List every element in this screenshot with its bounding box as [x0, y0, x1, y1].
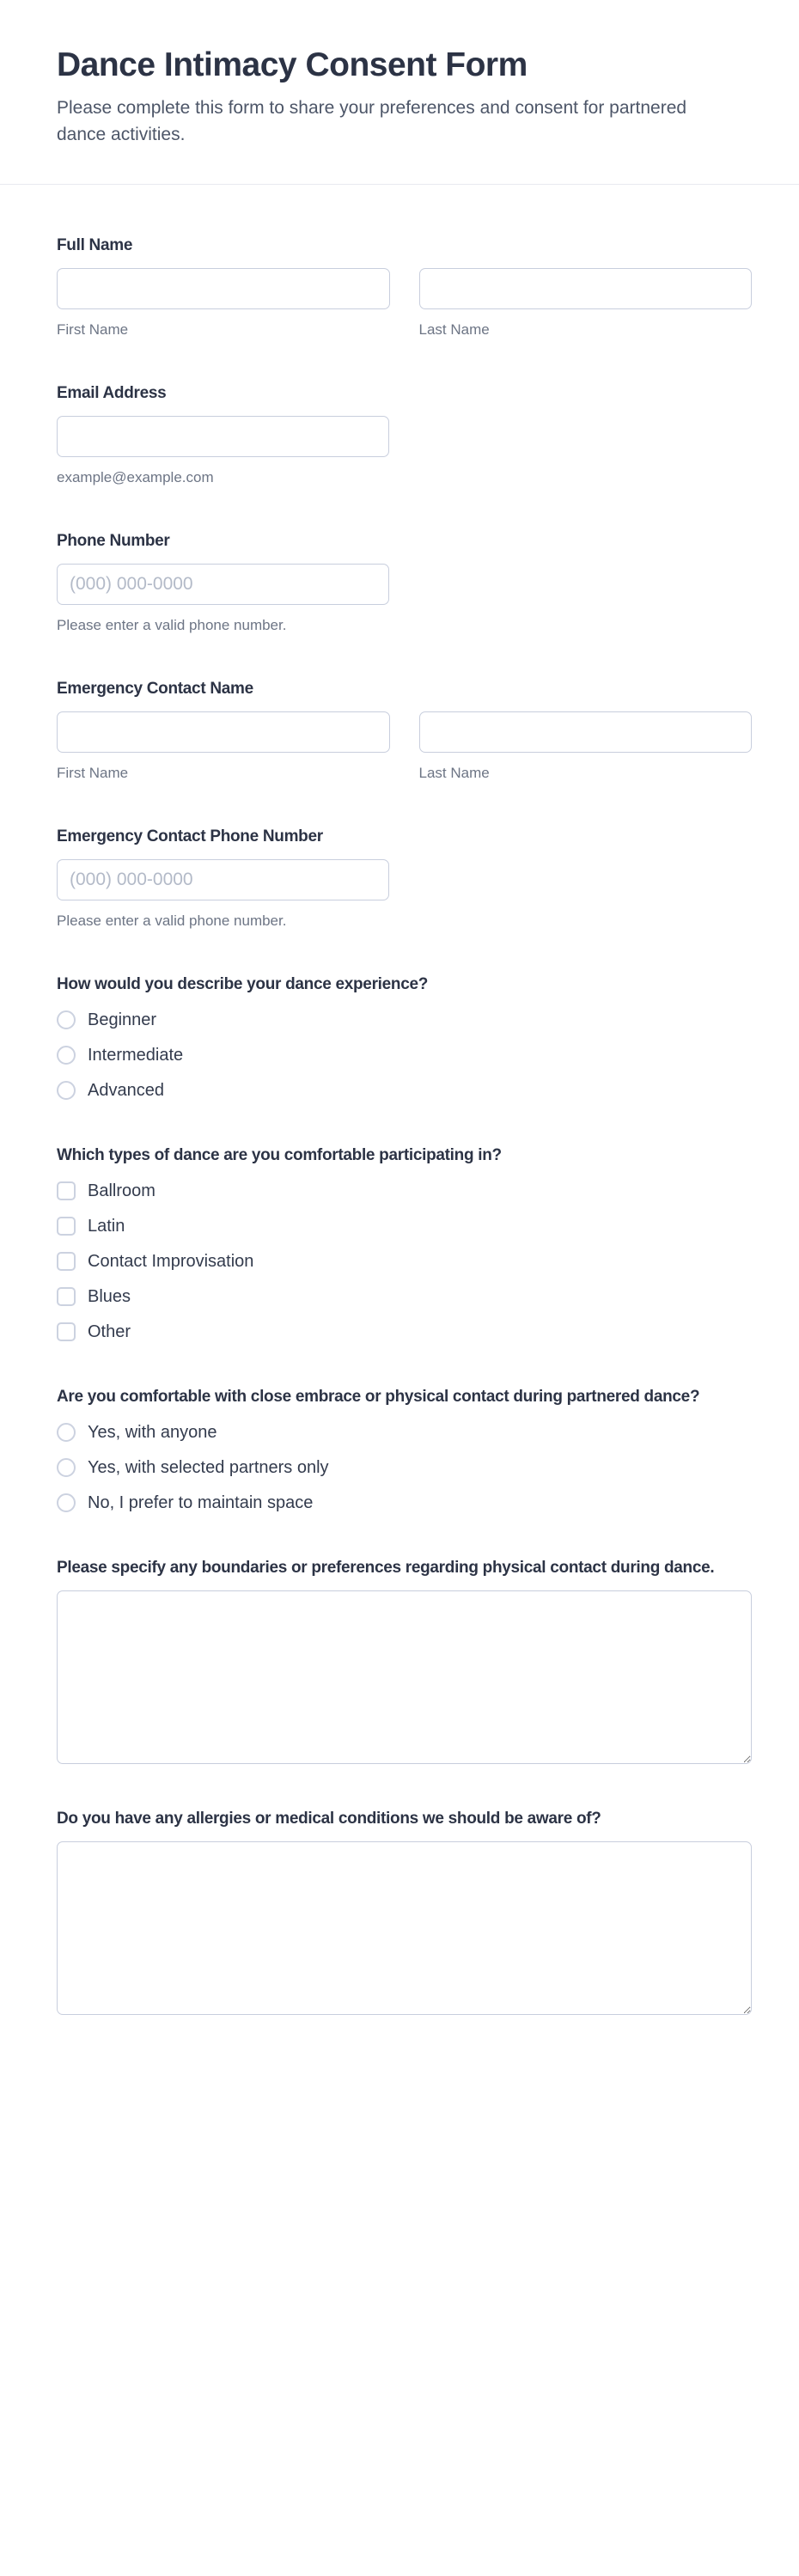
full-name-last-sublabel: Last Name [418, 321, 490, 338]
emergency-contact-last-input[interactable] [419, 711, 753, 753]
radio-yes-selected-partners[interactable] [57, 1458, 76, 1477]
field-email [57, 382, 782, 486]
phone-label: Phone Number [57, 532, 170, 550]
emergency-contact-phone-input[interactable] [57, 859, 389, 900]
checkbox-blues[interactable] [57, 1287, 76, 1306]
field-close-contact-consent [57, 1385, 782, 1513]
emergency-contact-phone-sublabel: Please enter a valid phone number. [57, 913, 287, 929]
email-label: Email Address [57, 384, 167, 402]
emergency-contact-last-sublabel: Last Name [418, 765, 490, 781]
option-label: Contact Improvisation [88, 1252, 254, 1271]
field-medical-conditions [57, 1807, 782, 2015]
email-sublabel: example@example.com [57, 469, 214, 485]
radio-no-maintain-space[interactable] [57, 1493, 76, 1512]
field-emergency-contact-phone [57, 825, 782, 930]
option-label: Yes, with anyone [88, 1423, 217, 1442]
checkbox-other[interactable] [57, 1322, 76, 1341]
field-emergency-contact-name [57, 677, 782, 782]
email-input[interactable] [57, 416, 389, 457]
dance-types-option-contact-improvisation[interactable] [57, 1251, 782, 1272]
close-contact-option-no-space[interactable] [57, 1492, 782, 1513]
field-dance-experience [57, 973, 782, 1101]
emergency-contact-name-label: Emergency Contact Name [57, 680, 253, 698]
boundaries-textarea[interactable] [57, 1590, 752, 1764]
emergency-contact-first-input[interactable] [57, 711, 390, 753]
dance-types-label: Which types of dance are you comfortable participating in? [57, 1146, 502, 1164]
field-dance-types [57, 1144, 782, 1342]
close-contact-option-yes-selected[interactable] [57, 1457, 782, 1478]
full-name-label: Full Name [57, 236, 133, 254]
phone-sublabel: Please enter a valid phone number. [57, 617, 287, 633]
page-title: Dance Intimacy Consent Form [57, 46, 528, 83]
dance-types-option-blues[interactable] [57, 1286, 782, 1307]
checkbox-ballroom[interactable] [57, 1181, 76, 1200]
emergency-contact-phone-label: Emergency Contact Phone Number [57, 827, 323, 845]
full-name-last-input[interactable] [419, 268, 753, 309]
dance-types-option-other[interactable] [57, 1322, 782, 1342]
dance-types-option-ballroom[interactable] [57, 1181, 782, 1201]
field-full-name [57, 234, 782, 339]
radio-advanced[interactable] [57, 1081, 76, 1100]
option-label: Yes, with selected partners only [88, 1458, 329, 1477]
form-header [0, 0, 799, 148]
checkbox-latin[interactable] [57, 1217, 76, 1236]
option-label: Advanced [88, 1081, 164, 1100]
phone-input[interactable] [57, 564, 389, 605]
form-subtitle: Please complete this form to share your preferences and consent for partnered dance activities. [57, 98, 687, 144]
full-name-first-sublabel: First Name [57, 321, 129, 338]
dance-experience-option-beginner[interactable] [57, 1010, 782, 1030]
radio-beginner[interactable] [57, 1010, 76, 1029]
checkbox-contact-improvisation[interactable] [57, 1252, 76, 1271]
option-label: Beginner [88, 1010, 157, 1029]
option-label: Ballroom [88, 1181, 156, 1200]
radio-yes-with-anyone[interactable] [57, 1423, 76, 1442]
medical-conditions-label: Do you have any allergies or medical conditions we should be aware of? [57, 1810, 601, 1828]
close-contact-consent-label: Are you comfortable with close embrace or physical contact during partnered dance? [57, 1388, 700, 1406]
dance-experience-option-advanced[interactable] [57, 1080, 782, 1101]
dance-experience-option-intermediate[interactable] [57, 1045, 782, 1065]
field-phone [57, 529, 782, 634]
option-label: Blues [88, 1287, 131, 1306]
form-body [0, 185, 799, 2015]
radio-intermediate[interactable] [57, 1046, 76, 1065]
close-contact-option-yes-anyone[interactable] [57, 1422, 782, 1443]
field-boundaries [57, 1556, 782, 1764]
full-name-first-input[interactable] [57, 268, 390, 309]
dance-experience-label: How would you describe your dance experience? [57, 975, 429, 993]
medical-conditions-textarea[interactable] [57, 1841, 752, 2015]
boundaries-label: Please specify any boundaries or preferences regarding physical contact during dance. [57, 1559, 715, 1577]
emergency-contact-first-sublabel: First Name [57, 765, 129, 781]
dance-types-option-latin[interactable] [57, 1216, 782, 1236]
option-label: Other [88, 1322, 131, 1341]
option-label: Latin [88, 1217, 125, 1236]
option-label: No, I prefer to maintain space [88, 1493, 314, 1512]
option-label: Intermediate [88, 1046, 184, 1065]
